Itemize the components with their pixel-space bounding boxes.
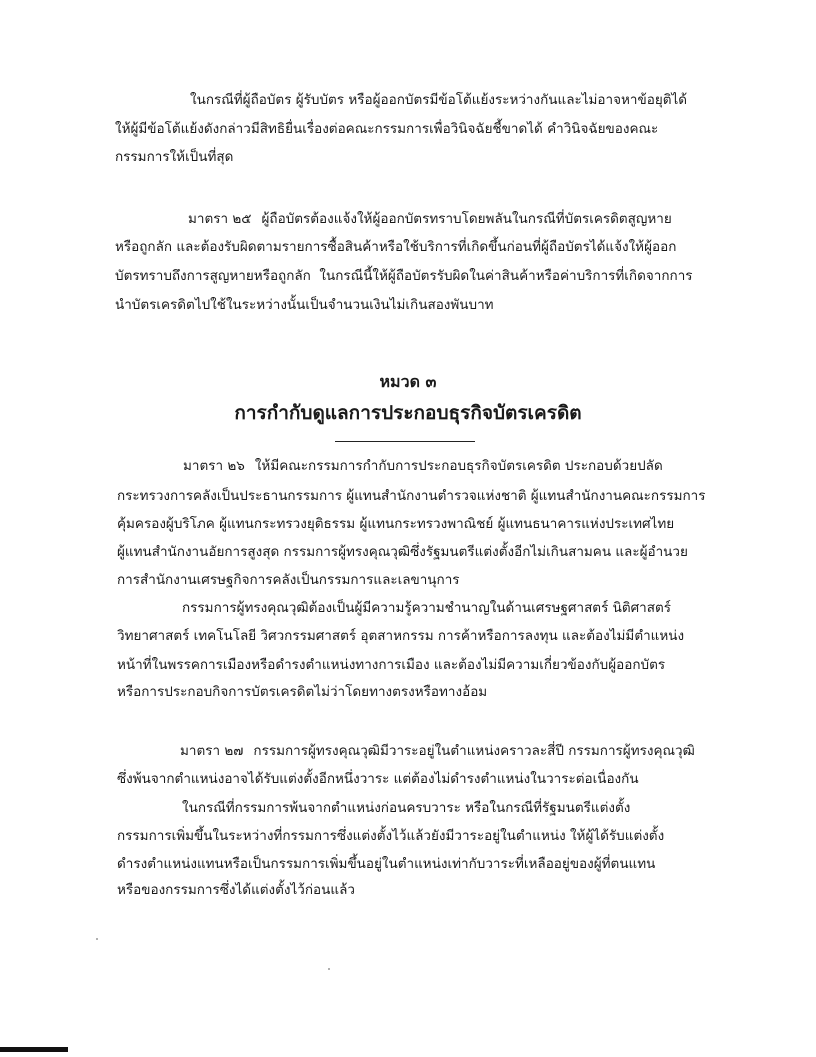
heading-underline [335,441,475,442]
section-number: มาตรา ๒๗ [180,743,244,759]
paragraph-line: ให้ผู้มีข้อโต้แย้งดังกล่าวมีสิทธิยื่นเรื่องต่อคณะกรรมการเพื่อวินิจฉัยชี้ขาดได้ คำวินิจฉัยของคณะ [115,121,659,137]
paragraph-line: หน้าที่ในพรรคการเมืองหรือดำรงตำแหน่งทางการเมือง และต้องไม่มีความเกี่ยวข้องกับผู้ออกบัตร [117,657,666,673]
section-number: มาตรา ๒๖ [183,458,245,474]
paragraph-line: กรรมการผู้ทรงคุณวุฒิต้องเป็นผู้มีความรู้ความชำนาญในด้านเศรษฐศาสตร์ นิติศาสตร์ [182,600,672,616]
chapter-number: หมวด ๓ [379,372,437,391]
paragraph-line: วิทยาศาสตร์ เทคโนโลยี วิศวกรรมศาสตร์ อุตสาหกรรม การค้าหรือการลงทุน และต้องไม่มีตำแหน่ง [117,628,685,644]
section-first-line [188,207,724,231]
scan-speck [328,968,330,970]
paragraph-line: หรือถูกลัก และต้องรับผิดตามรายการซื้อสินค้าหรือใช้บริการที่เกิดขึ้นก่อนที่ผู้ถือบัตรได้แจ้งให้ผู้ออก [115,239,677,255]
paragraph-line: หรือของกรรมการซึ่งได้แต่งตั้งไว้ก่อนแล้ว [117,882,355,898]
paragraph-line: นำบัตรเครดิตไปใช้ในระหว่างนั้นเป็นจำนวนเงินไม่เกินสองพันบาท [115,297,494,313]
paragraph-line: กระทรวงการคลังเป็นประธานกรรมการ ผู้แทนสำนักงานตำรวจแห่งชาติ ผู้แทนสำนักงานคณะกรรมการ [117,488,706,504]
section-number: มาตรา ๒๕ [188,211,252,227]
paragraph-line: กรรมการให้เป็นที่สุด [115,149,234,165]
section-first-line [183,454,724,478]
paragraph-line: ดำรงตำแหน่งแทนหรือเป็นกรรมการเพิ่มขึ้นอยู่ในตำแหน่งเท่ากับวาระที่เหลืออยู่ของผู้ที่ตนแทน [117,856,656,872]
paragraph-line: ในกรณีที่กรรมการพ้นจากตำแหน่งก่อนครบวาระ หรือในกรณีที่รัฐมนตรีแต่งตั้ง [182,800,631,816]
chapter-title: การกำกับดูแลการประกอบธุรกิจบัตรเครดิต [234,402,582,424]
paragraph-line: คุ้มครองผู้บริโภค ผู้แทนกระทรวงยุติธรรม ผู้แทนกระทรวงพาณิชย์ ผู้แทนธนาคารแห่งประเทศไทย [117,516,675,532]
paragraph-line: กรรมการเพิ่มขึ้นในระหว่างที่กรรมการซึ่งแต่งตั้งไว้แล้วยังมีวาระอยู่ในตำแหน่ง ให้ผู้ได้รับแต่งตั้ง [117,828,665,844]
paragraph-text: กรรมการผู้ทรงคุณวุฒิมีวาระอยู่ในตำแหน่งคราวละสี่ปี กรรมการผู้ทรงคุณวุฒิ [253,743,695,759]
section-first-line [180,739,724,763]
paragraph-line: หรือการประกอบกิจการบัตรเครดิตไม่ว่าโดยทางตรงหรือทางอ้อม [117,684,488,700]
paragraph-line: ซึ่งพ้นจากตำแหน่งอาจได้รับแต่งตั้งอีกหนึ่งวาระ แต่ต้องไม่ดำรงตำแหน่งในวาระต่อเนื่องกัน [117,771,639,787]
paragraph-line: การสำนักงานเศรษฐกิจการคลังเป็นกรรมการและเลขานุการ [117,572,460,588]
paragraph-line: บัตรทราบถึงการสูญหายหรือถูกลัก ในกรณีนี้ให้ผู้ถือบัตรรับผิดในค่าสินค้าหรือค่าบริการที่เกิดจากการ [115,268,693,284]
paragraph-line: ผู้แทนสำนักงานอัยการสูงสุด กรรมการผู้ทรงคุณวุฒิซึ่งรัฐมนตรีแต่งตั้งอีกไม่เกินสามคน และผู้อำนวย [117,544,688,560]
scan-speck [96,938,98,940]
scan-edge-mark [0,1047,68,1052]
paragraph-text: ให้มีคณะกรรมการกำกับการประกอบธุรกิจบัตรเครดิต ประกอบด้วยปลัด [254,458,663,474]
paragraph-line: ในกรณีที่ผู้ถือบัตร ผู้รับบัตร หรือผู้ออกบัตรมีข้อโต้แย้งระหว่างกันและไม่อาจหาข้อยุติได้ [190,92,688,108]
paragraph-text: ผู้ถือบัตรต้องแจ้งให้ผู้ออกบัตรทราบโดยพลันในกรณีที่บัตรเครดิตสูญหาย [261,211,672,227]
